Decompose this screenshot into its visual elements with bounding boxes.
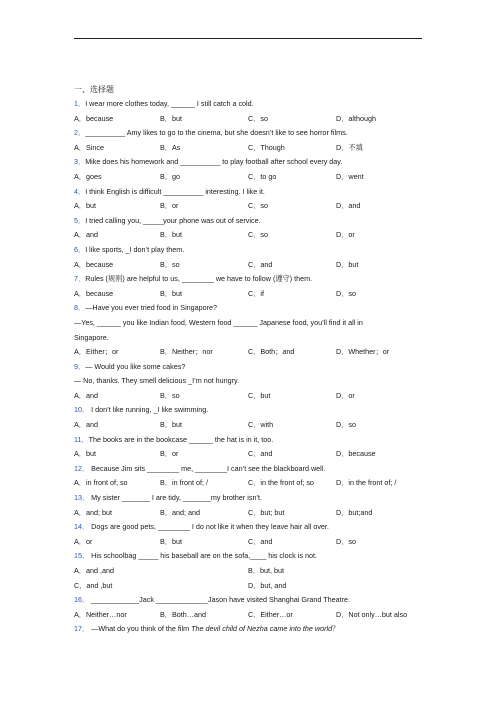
question-text: His schoolbag _____ his baseball are on the sofa,____ his clock is not. (89, 551, 317, 561)
question-number: 2． (74, 128, 86, 138)
options-row (74, 170, 434, 185)
options-row (74, 287, 434, 302)
options-row (74, 258, 434, 273)
question-stem (74, 549, 434, 564)
option-d[interactable]: D．in the front of; / (336, 478, 397, 488)
question-text: — Would you like some cakes? (85, 361, 186, 371)
option-c[interactable]: C．and (248, 449, 273, 459)
question-stem (74, 185, 434, 200)
option-c[interactable]: C．so (248, 113, 268, 123)
options-row (74, 199, 434, 214)
option-c[interactable]: C．and (248, 536, 273, 546)
option-d[interactable]: D．Not only…but also (336, 609, 408, 619)
question-stem (74, 593, 434, 608)
option-c[interactable]: C．and ,but (74, 580, 113, 590)
options-row (74, 112, 434, 127)
option-a[interactable]: A．and ,and (74, 566, 114, 575)
document-body (74, 82, 434, 637)
question-stem (74, 214, 434, 229)
option-d[interactable]: D．so (336, 536, 356, 546)
option-a[interactable]: A．because (74, 259, 114, 269)
question-continued: —Yes, ______ you like Indian food, Western food ______ Japanese food, you’ll find it all in (74, 317, 363, 327)
question (74, 360, 434, 404)
question-stem (74, 97, 434, 112)
question-stem (74, 243, 434, 258)
question (74, 462, 434, 491)
question-stem (74, 360, 434, 375)
option-a[interactable]: A．Since (74, 142, 104, 152)
question-text: Mike does his homework and __________ to play football after school every day. (85, 157, 343, 167)
option-a[interactable]: A．but (74, 449, 96, 459)
option-d[interactable]: D．went (336, 171, 364, 181)
option-a[interactable]: A．and; but (74, 507, 112, 517)
question-text: __________ Amy likes to go to the cinema, but she doesn’t like to see horror films. (85, 128, 348, 138)
question-continued: — No, thanks. They smell delicious _I’m not hungry. (74, 376, 240, 386)
question-number: 6． (74, 244, 86, 254)
option-d[interactable]: D．and (336, 201, 361, 211)
option-d[interactable]: D．or (336, 230, 355, 240)
option-c[interactable]: C．so (248, 230, 268, 240)
question-number: 13． (74, 493, 90, 503)
question-text: —Have you ever tried food in Singapore? (85, 303, 218, 313)
question-continued: Singapore. (74, 332, 109, 342)
question-text: Because Jim sits ________ me, ________I can’t see the blackboard well. (89, 463, 326, 473)
question (74, 622, 434, 637)
option-c[interactable]: C．Though (248, 142, 285, 152)
question-text: I like sports, _I don’t play them. (85, 244, 185, 254)
question-text: I think English is difficult __________ interesting. I like it. (85, 186, 265, 196)
option-a[interactable]: A．in front of; so (74, 478, 128, 488)
question-text: ____________Jack _____________Jason have visited Shanghai Grand Theatre. (89, 595, 351, 605)
option-d[interactable]: D．but (336, 259, 359, 269)
question-number: 4． (74, 186, 86, 196)
option-c[interactable]: C．but (248, 390, 271, 400)
option-a[interactable]: A．goes (74, 171, 102, 181)
option-d[interactable]: D．so (336, 420, 356, 430)
option-c[interactable]: C．Either…or (248, 609, 293, 619)
question-number: 3． (74, 157, 86, 167)
option-b[interactable]: B．but, but (248, 566, 284, 575)
question-stem (74, 126, 434, 141)
question-number: 11． (74, 434, 89, 444)
option-a[interactable]: A．Either；or (74, 347, 119, 357)
options-row (74, 476, 434, 491)
question-stem (74, 301, 434, 316)
question-text: Rules (规则) are helpful to us, ________ we have to follow (遵守) them. (85, 274, 313, 284)
question (74, 593, 434, 622)
option-c[interactable]: C．to go (248, 171, 277, 181)
option-b[interactable]: B．but (160, 536, 182, 546)
film-title: The devil child of Nezha came into the world (191, 624, 333, 634)
options-row (74, 447, 434, 462)
question (74, 155, 434, 184)
option-b[interactable]: B．or (160, 201, 179, 211)
question-number: 5． (74, 215, 86, 225)
options-row (74, 389, 434, 404)
option-a[interactable]: A．and (74, 420, 98, 430)
section-title: 一、选择题 (74, 85, 114, 94)
question-stem (74, 155, 434, 170)
question-number: 15． (74, 551, 90, 561)
header-rule (74, 38, 422, 39)
question (74, 97, 434, 126)
option-d[interactable]: D．so (336, 288, 356, 298)
options-row (74, 228, 434, 243)
option-a[interactable]: A．because (74, 288, 114, 298)
option-d[interactable]: D．不填 (336, 142, 363, 152)
question-stem (74, 520, 434, 535)
option-b[interactable]: B．and; and (160, 507, 200, 517)
option-b[interactable]: B．but (160, 288, 182, 298)
option-d[interactable]: D．Whether；or (336, 347, 390, 357)
option-c[interactable]: C．if (248, 288, 264, 298)
option-a[interactable]: A．but (74, 201, 96, 211)
option-b[interactable]: B．Both…and (160, 609, 206, 619)
question (74, 214, 434, 243)
options-row (74, 535, 434, 550)
option-a[interactable]: A．and (74, 390, 98, 400)
options-row (74, 141, 434, 156)
question-text: Dogs are good pets, ________ I do not like it when they leave hair all over. (89, 522, 329, 532)
question-text: I tried calling you, _____your phone was out of service. (85, 215, 261, 225)
options-row (74, 418, 434, 433)
question (74, 403, 434, 432)
question-number: 7． (74, 274, 86, 284)
option-a[interactable]: A．Neither…nor (74, 609, 127, 619)
question-stem (74, 622, 434, 637)
option-b[interactable]: B．As (160, 142, 181, 152)
option-b[interactable]: B．in front of; / (160, 478, 208, 488)
question (74, 549, 434, 593)
option-a[interactable]: A．and (74, 230, 98, 240)
question-stem (74, 403, 434, 418)
option-d[interactable]: D．but, and (248, 580, 287, 590)
option-d[interactable]: D．or (336, 390, 355, 400)
option-c[interactable]: C．so (248, 201, 268, 211)
question-list (74, 97, 434, 637)
option-b[interactable]: B．so (160, 259, 180, 269)
question (74, 126, 434, 155)
option-b[interactable]: B．go (160, 171, 180, 181)
question-text: I don’t like running, _I like swimming. (89, 405, 209, 415)
option-b[interactable]: B．so (160, 390, 180, 400)
question-text: The books are in the bookcase ______ the hat is in it, too. (88, 434, 274, 444)
options-row (74, 579, 434, 594)
question-number: 16． (74, 595, 90, 605)
option-a[interactable]: A．or (74, 536, 93, 546)
question (74, 272, 434, 301)
option-a[interactable]: A．because (74, 113, 114, 123)
options-row (74, 608, 434, 623)
question-stem (74, 491, 434, 506)
question-number: 12． (74, 463, 90, 473)
option-b[interactable]: B．but (160, 113, 182, 123)
question (74, 520, 434, 549)
option-c[interactable]: C．in the front of; so (248, 478, 314, 488)
question (74, 433, 434, 462)
question-text-end: ？ (332, 624, 340, 634)
option-b[interactable]: B．or (160, 449, 179, 459)
option-d[interactable]: D．because (336, 449, 376, 459)
question-stem (74, 272, 434, 287)
option-c[interactable]: C．with (248, 420, 274, 430)
question-number: 8． (74, 303, 86, 313)
question-number: 10． (74, 405, 90, 415)
question-text: —What do you think of the film (89, 624, 192, 634)
options-row (74, 345, 434, 360)
question (74, 301, 434, 359)
question-stem (74, 433, 434, 448)
question-stem (74, 462, 434, 477)
question-number: 14． (74, 522, 90, 532)
option-c[interactable]: C．Both；and (248, 347, 295, 357)
question-number: 9． (74, 361, 86, 371)
question (74, 491, 434, 520)
question-text: My sister _______ I are tidy, _______my brother isn’t. (89, 493, 263, 503)
option-b[interactable]: B．Neither；nor (160, 347, 213, 357)
option-d[interactable]: D．but;and (336, 507, 373, 517)
question-text: I wear more clothes today, ______ I still catch a cold. (85, 99, 254, 108)
option-b[interactable]: B．but (160, 230, 182, 240)
option-c[interactable]: C．and (248, 259, 273, 269)
option-c[interactable]: C．but; but (248, 507, 285, 517)
option-d[interactable]: D．although (336, 113, 376, 123)
options-row (74, 564, 434, 579)
question (74, 243, 434, 272)
option-b[interactable]: B．but (160, 420, 182, 430)
options-row (74, 506, 434, 521)
question-number: 1． (74, 99, 86, 108)
question (74, 185, 434, 214)
question-number: 17． (74, 624, 90, 634)
